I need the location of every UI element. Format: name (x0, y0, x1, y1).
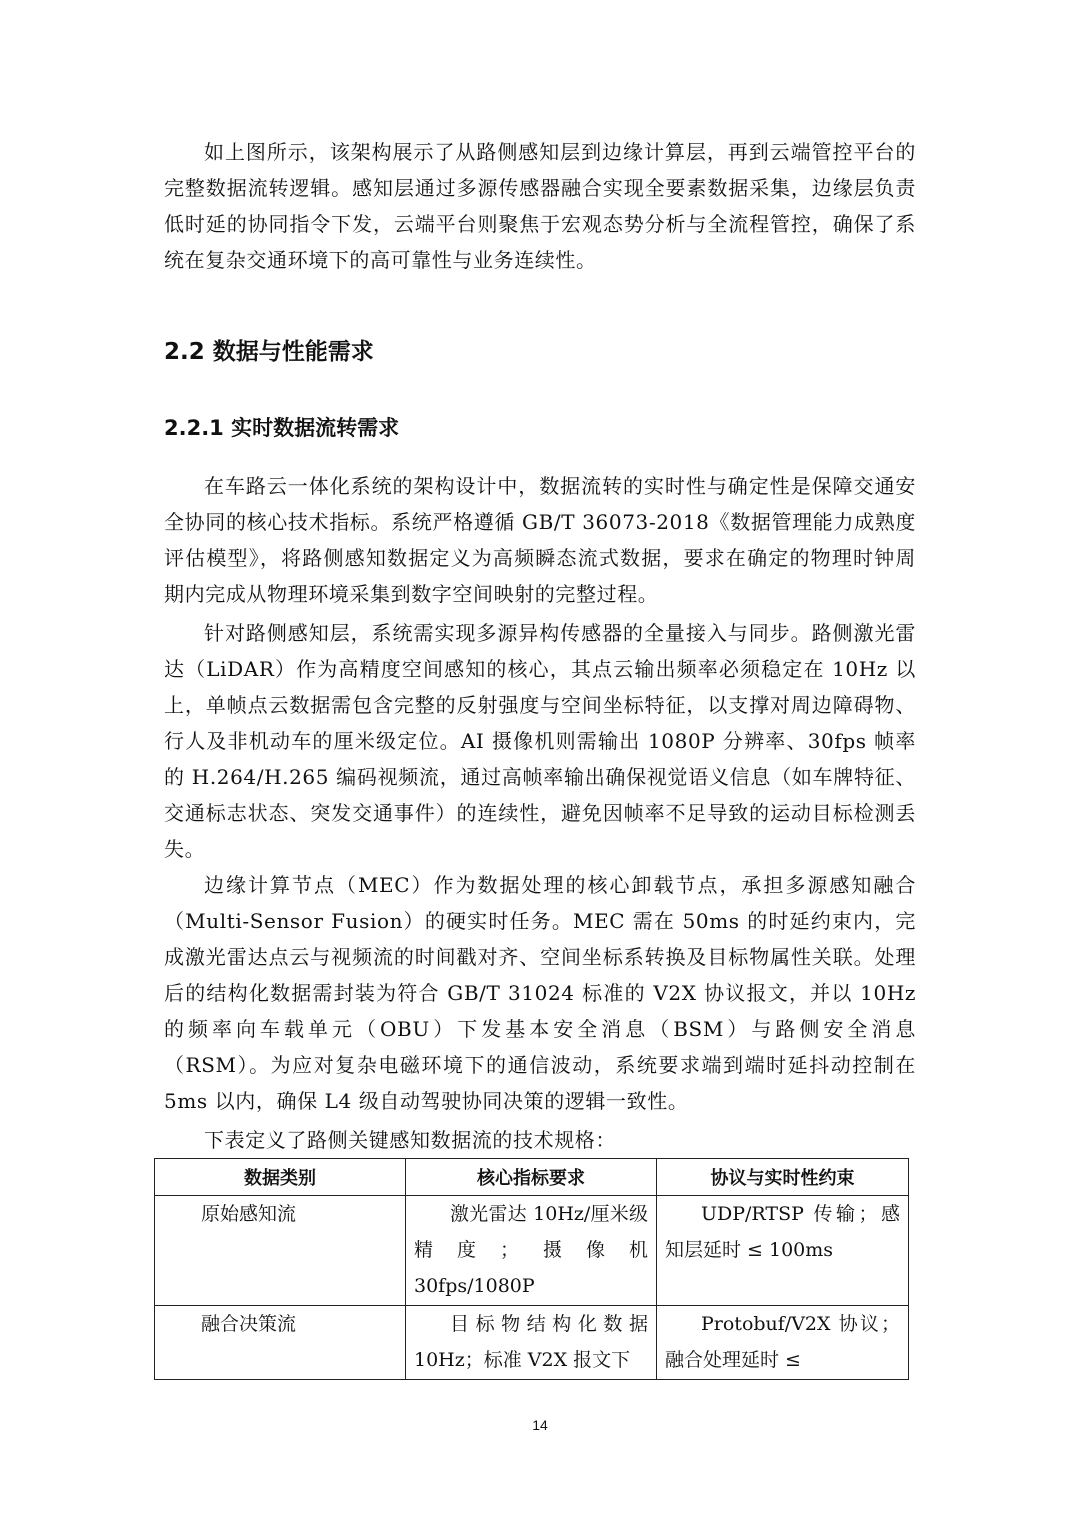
table-cell: 融合决策流 (155, 1306, 406, 1380)
table-header-cell: 协议与实时性约束 (657, 1159, 909, 1196)
table-cell: 激光雷达 10Hz/厘米级精度；摄像机30fps/1080P (406, 1196, 657, 1306)
paragraph-architecture-summary: 如上图所示，该架构展示了从路侧感知层到边缘计算层，再到云端管控平台的完整数据流转逻辑。感知层通过多源传感器融合实现全要素数据采集，边缘层负责低时延的协同指令下发，云端平台则聚焦于宏观态势分析与全流程管控，确保了系统在复杂交通环境下的高可靠性与业务连续性。 (164, 140, 916, 272)
table-cell: UDP/RTSP 传输；感知层延时 ≤ 100ms (657, 1196, 909, 1306)
page-number: 14 (532, 1417, 548, 1433)
data-flow-spec-table (154, 1158, 909, 1380)
paragraph-mec: 边缘计算节点（MEC）作为数据处理的核心卸载节点，承担多源感知融合（Multi-Sensor Fusion）的硬实时任务。MEC 需在 50ms 的时延约束内，完成激光雷达点云与视频流的时间戳对齐、空间坐标系转换及目标物属性关联。处理后的结构化数据需封装为符合 GB/T 31024 标准的 V2X 协议报文，并以 10Hz 的频率向车载单元（OBU）下发基本安全消息（BSM）与路侧安全消息（RSM）。为应对复杂电磁环境下的通信波动，系统要求端到端时延抖动控制在 5ms 以内，确保 L4 级自动驾驶协同决策的逻辑一致性。 (164, 873, 916, 1113)
table-cell: 原始感知流 (155, 1196, 406, 1306)
table-cell: Protobuf/V2X 协议；融合处理延时 ≤ (657, 1306, 909, 1380)
table-row (155, 1196, 909, 1306)
table-cell: 目标物结构化数据10Hz；标准 V2X 报文下 (406, 1306, 657, 1380)
paragraph-table-intro: 下表定义了路侧关键感知数据流的技术规格： (204, 1128, 616, 1152)
section-heading-2-2: 2.2 数据与性能需求 (164, 339, 374, 365)
paragraph-realtime-intro: 在车路云一体化系统的架构设计中，数据流转的实时性与确定性是保障交通安全协同的核心技术指标。系统严格遵循 GB/T 36073-2018《数据管理能力成熟度评估模型》，将路侧感知数据定义为高频瞬态流式数据，要求在确定的物理时钟周期内完成从物理环境采集到数字空间映射的完整过程。 (164, 474, 916, 606)
paragraph-roadside-sensing: 针对路侧感知层，系统需实现多源异构传感器的全量接入与同步。路侧激光雷达（LiDAR）作为高精度空间感知的核心，其点云输出频率必须稳定在 10Hz 以上，单帧点云数据需包含完整的反射强度与空间坐标特征，以支撑对周边障碍物、行人及非机动车的厘米级定位。AI 摄像机则需输出 1080P 分辨率、30fps 帧率的 H.264/H.265 编码视频流，通过高帧率输出确保视觉语义信息（如车牌特征、交通标志状态、突发交通事件）的连续性，避免因帧率不足导致的运动目标检测丢失。 (164, 621, 916, 861)
subsection-heading-2-2-1: 2.2.1 实时数据流转需求 (164, 416, 400, 440)
table-header-row (155, 1159, 909, 1196)
table-header-cell: 核心指标要求 (406, 1159, 657, 1196)
table-row (155, 1306, 909, 1380)
table-header-cell: 数据类别 (155, 1159, 406, 1196)
